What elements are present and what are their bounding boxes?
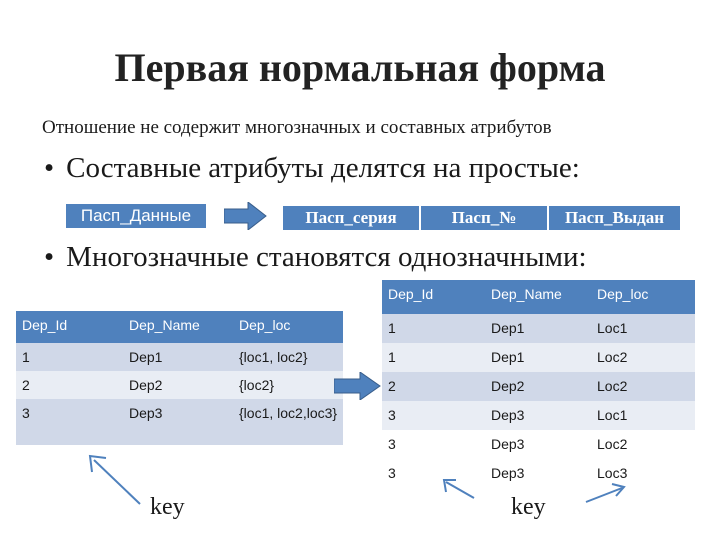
right-arrow-icon (334, 372, 382, 400)
table-cell: Dep3 (485, 459, 591, 488)
table-cell: 1 (382, 314, 485, 343)
unnormalized-table (16, 311, 343, 445)
bullet-multivalued-text: Многозначные становятся однозначными: (66, 241, 587, 273)
simple-attribute-box-series: Пасп_серия (283, 206, 419, 230)
column-header: Dep_loc (591, 280, 695, 314)
normalized-table (382, 280, 695, 488)
table-cell: Loc3 (591, 459, 695, 488)
table-cell: Loc2 (591, 343, 695, 372)
table-cell: 3 (382, 430, 485, 459)
table-row (382, 459, 695, 488)
table-cell: 3 (382, 401, 485, 430)
subtitle: Отношение не содержит многозначных и составных атрибутов (42, 117, 552, 138)
table-row (16, 343, 343, 371)
table-cell: 2 (382, 372, 485, 401)
right-arrow-icon (224, 202, 268, 230)
table-header-row (382, 280, 695, 314)
table-cell: Dep1 (485, 314, 591, 343)
table-cell: Loc2 (591, 430, 695, 459)
column-header: Dep_Name (123, 311, 233, 343)
table-header-row (16, 311, 343, 343)
composite-attribute-box: Пасп_Данные (66, 204, 206, 228)
bullet-multivalued (44, 241, 587, 274)
table-cell: 2 (16, 371, 123, 399)
bullet-composite (44, 152, 580, 185)
table-cell: Dep1 (485, 343, 591, 372)
table-cell: Loc1 (591, 314, 695, 343)
bullet-dot: • (44, 241, 55, 273)
table-cell: Dep3 (485, 430, 591, 459)
column-header: Dep_Id (382, 280, 485, 314)
table-cell: 3 (16, 399, 123, 445)
table-cell: 1 (382, 343, 485, 372)
key-label: key (150, 494, 185, 520)
key-pointer-arrow-icon (440, 476, 478, 502)
table-cell: Dep1 (123, 343, 233, 371)
key-pointer-arrow-icon (582, 480, 630, 506)
table-row (382, 314, 695, 343)
table-row (382, 401, 695, 430)
bullet-composite-text: Составные атрибуты делятся на простые: (66, 152, 580, 184)
simple-attribute-box-number: Пасп_№ (421, 206, 547, 230)
table-row (16, 371, 343, 399)
table-cell: Dep3 (123, 399, 233, 445)
table-cell: Dep2 (123, 371, 233, 399)
table-cell: {loc1, loc2} (233, 343, 343, 371)
table-cell: 3 (382, 459, 485, 488)
table-cell: 1 (16, 343, 123, 371)
page-title: Первая нормальная форма (114, 45, 606, 90)
column-header: Dep_Id (16, 311, 123, 343)
table-row (382, 430, 695, 459)
table-row (16, 399, 343, 445)
table-cell: {loc1, loc2,loc3} (233, 399, 343, 445)
key-pointer-arrow-icon (84, 452, 146, 510)
table-row (382, 343, 695, 372)
simple-attribute-box-issued: Пасп_Выдан (549, 206, 680, 230)
table-cell: {loc2} (233, 371, 343, 399)
bullet-dot: • (44, 152, 55, 184)
table-cell: Dep3 (485, 401, 591, 430)
column-header: Dep_Name (485, 280, 591, 314)
table-cell: Loc1 (591, 401, 695, 430)
column-header: Dep_loc (233, 311, 343, 343)
table-row (382, 372, 695, 401)
table-cell: Loc2 (591, 372, 695, 401)
key-label: key (511, 494, 546, 520)
table-cell: Dep2 (485, 372, 591, 401)
